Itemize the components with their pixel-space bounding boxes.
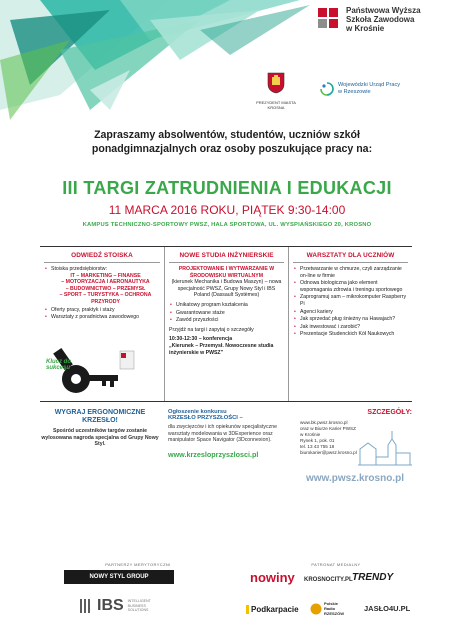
wup-swirl-icon <box>320 82 334 96</box>
list-item: • Jak sprzedać pług śnieżny na Hawajach? <box>300 316 408 323</box>
ibs-subtitle: INTELLIGENT BUSINESS SOLUTIONS <box>127 599 151 613</box>
merit-partners-label: PARTNERZY MERYTORYCZNI <box>105 562 171 567</box>
column-workshops <box>288 247 412 401</box>
studies-heading: NOWE STUDIA INŻYNIERSKIE <box>169 247 284 263</box>
ibs-mark-icon <box>80 597 94 615</box>
studies-list <box>169 302 284 324</box>
details-line: oraz w Biurze Karier PWSZ <box>300 426 356 431</box>
pwsz-name-line1: Państwowa Wyższa <box>346 6 421 15</box>
sectors-block <box>51 273 160 306</box>
pwsz-emblem-icon <box>318 8 340 30</box>
sector-line: – BUDOWNICTWO – PRZEMYSŁ <box>65 285 146 292</box>
event-date: 11 MARCA 2016 ROKU, PIĄTEK 9:30-14:00 <box>108 203 346 217</box>
ibs-logo <box>80 597 164 615</box>
intro-text <box>0 128 454 156</box>
sector-line: PRZYRODY <box>91 298 120 305</box>
key-logo-icon <box>48 347 138 397</box>
list-item <box>51 266 160 306</box>
bottom-section <box>40 405 412 555</box>
radio-circle-icon <box>310 603 322 615</box>
wup-name-line2: w Rzeszowie <box>338 88 371 95</box>
sector-line: – SPORT – TURYSTYKA – OCHRONA <box>59 292 152 299</box>
polskie-radio-logo <box>310 601 350 616</box>
nowy-styl-logo: NOWY STYL GROUP <box>64 570 174 584</box>
list-item: • Agenci kariery <box>300 309 408 316</box>
details-line[interactable]: www.bk.pwsz.krosno.pl <box>300 420 348 425</box>
event-title: III TARGI ZATRUDNIENIA I EDUKACJI <box>62 178 392 198</box>
nowiny-logo: nowiny <box>250 570 295 585</box>
polskie-radio-name: Polskie Radio RZESZÓW <box>324 601 344 616</box>
list-item: • Zawód przyszłości <box>176 317 284 324</box>
workshops-list <box>293 266 408 338</box>
list-item: • Jak inwestować i zarobić? <box>300 324 408 331</box>
list-item: • Zaprogramuj sam – mikrokomputer Raspberry Pi <box>300 294 408 307</box>
win-text: Spośród uczestników targów zostanie wylosowana nagroda specjalna od Grupy Nowy Styl. <box>41 428 159 448</box>
win-title-line2: KRZESŁO! <box>82 417 118 424</box>
sector-line: IT – MARKETING – FINANSE <box>70 272 141 279</box>
mayor-caption: PREZYDENT MIASTA KROSNA <box>256 100 296 110</box>
krosnocity-logo: KROSNOCITY.PL <box>304 577 353 583</box>
details-line: w Krośnie <box>300 432 321 437</box>
wup-logo <box>320 82 400 96</box>
conference-title: „Kierunek – Przemysł. Nowoczesne studia inżynierskie w PWSZ” <box>169 342 274 356</box>
pwsz-logo <box>318 6 421 33</box>
details-line: tel. 13 43 755 18 <box>300 444 335 449</box>
list-item: • Unikatowy program kształcenia <box>176 302 284 309</box>
event-venue: KAMPUS TECHNICZNO-SPORTOWY PWSZ, HALA SPORTOWA, UL. WYSPIAŃSKIEGO 20, KROSNO <box>82 222 372 228</box>
studies-invite: Przyjdź na targi i zapytaj o szczegóły <box>169 326 254 333</box>
pwsz-url-link[interactable]: www.pwsz.krosno.pl <box>306 473 404 484</box>
media-partners-label: PATRONAT MEDIALNY <box>311 562 361 567</box>
intro-line1: Zapraszamy absolwentów, studentów, uczniów szkół <box>94 129 360 141</box>
info-table <box>40 246 412 402</box>
intro-line2: ponadgimnazjalnych oraz osoby poszukujące pracy na: <box>91 143 373 155</box>
pwsz-name-line3: w Krośnie <box>346 24 385 33</box>
trendy-logo: TRENDY <box>352 572 394 583</box>
contest-url-link[interactable]: www.krzesloprzyszlosci.pl <box>168 449 259 459</box>
list-item: • Oferty pracy, praktyk i staży <box>51 307 160 314</box>
sector-line: – MOTORYZACJA I AERONAUTYKA <box>61 279 150 286</box>
wup-name-line1: Wojewódzki Urząd Pracy <box>338 82 401 88</box>
win-title-line1: WYGRAJ ERGONOMICZNE <box>54 409 146 416</box>
contest-title-line1: Ogłoszenie konkursu <box>168 409 227 415</box>
contest-title-line2: KRZESŁO PRZYSZŁOŚCI – <box>168 415 243 421</box>
ibs-name: IBS <box>97 597 124 614</box>
list-item: • Przetwarzanie w chmurze, czyli zarządzanie on-line w firmie <box>300 266 408 279</box>
stands-heading: ODWIEDŹ STOISKA <box>44 247 160 263</box>
conference-time: 10:30-12:30 – konferencja <box>169 336 233 343</box>
list-item: • Gwarantowane staże <box>176 310 284 317</box>
project-desc: (kierunek Mechanika i Budowa Maszyn) – nowa specjalność PWSZ, Grupy Nowy Styl i IBS Poland (Dassault Systèmes) <box>171 279 282 299</box>
stands-label: Stoiska przedsiębiorstw: <box>51 266 107 272</box>
list-item: • Odnowa biologiczna jako element wspomagania zdrowia i treningu sportowego <box>300 280 408 293</box>
stands-list <box>44 266 160 321</box>
list-item: • Warsztaty z poradnictwa zawodowego <box>51 314 160 321</box>
project-title: PROJEKTOWANIE I WYTWARZANIE W ŚRODOWISKU WIRTUALNYM <box>178 266 275 279</box>
column-stands <box>40 247 164 401</box>
krosno-coat-of-arms-icon <box>267 72 285 94</box>
details-label: SZCZEGÓŁY: <box>367 409 412 416</box>
details-line: Rynek 1, pok. 01 <box>300 438 335 443</box>
details-line[interactable]: biurokarier@pwsz.krosno.pl <box>300 450 357 455</box>
contest-text: dla zwycięzców i ich opiekunów specjalistyczne warsztaty modelowania w 3DExperience oraz manipulator Space Navigator (3Dconnexion). <box>168 424 277 444</box>
podkarpacie-logo: Podkarpacie <box>246 605 299 614</box>
list-item: • Prezentacje Studenckich Kół Naukowych <box>300 331 408 338</box>
campus-sketch-icon <box>358 427 412 467</box>
pwsz-name-line2: Szkoła Zawodowa <box>346 15 415 24</box>
jaslo4u-logo: JASŁO4U.PL <box>364 604 411 613</box>
key-logo-text: Klucz do sukcesu <box>46 359 71 371</box>
column-studies <box>164 247 288 401</box>
mayor-logo <box>250 72 302 110</box>
workshops-heading: WARSZTATY DLA UCZNIÓW <box>293 247 408 263</box>
